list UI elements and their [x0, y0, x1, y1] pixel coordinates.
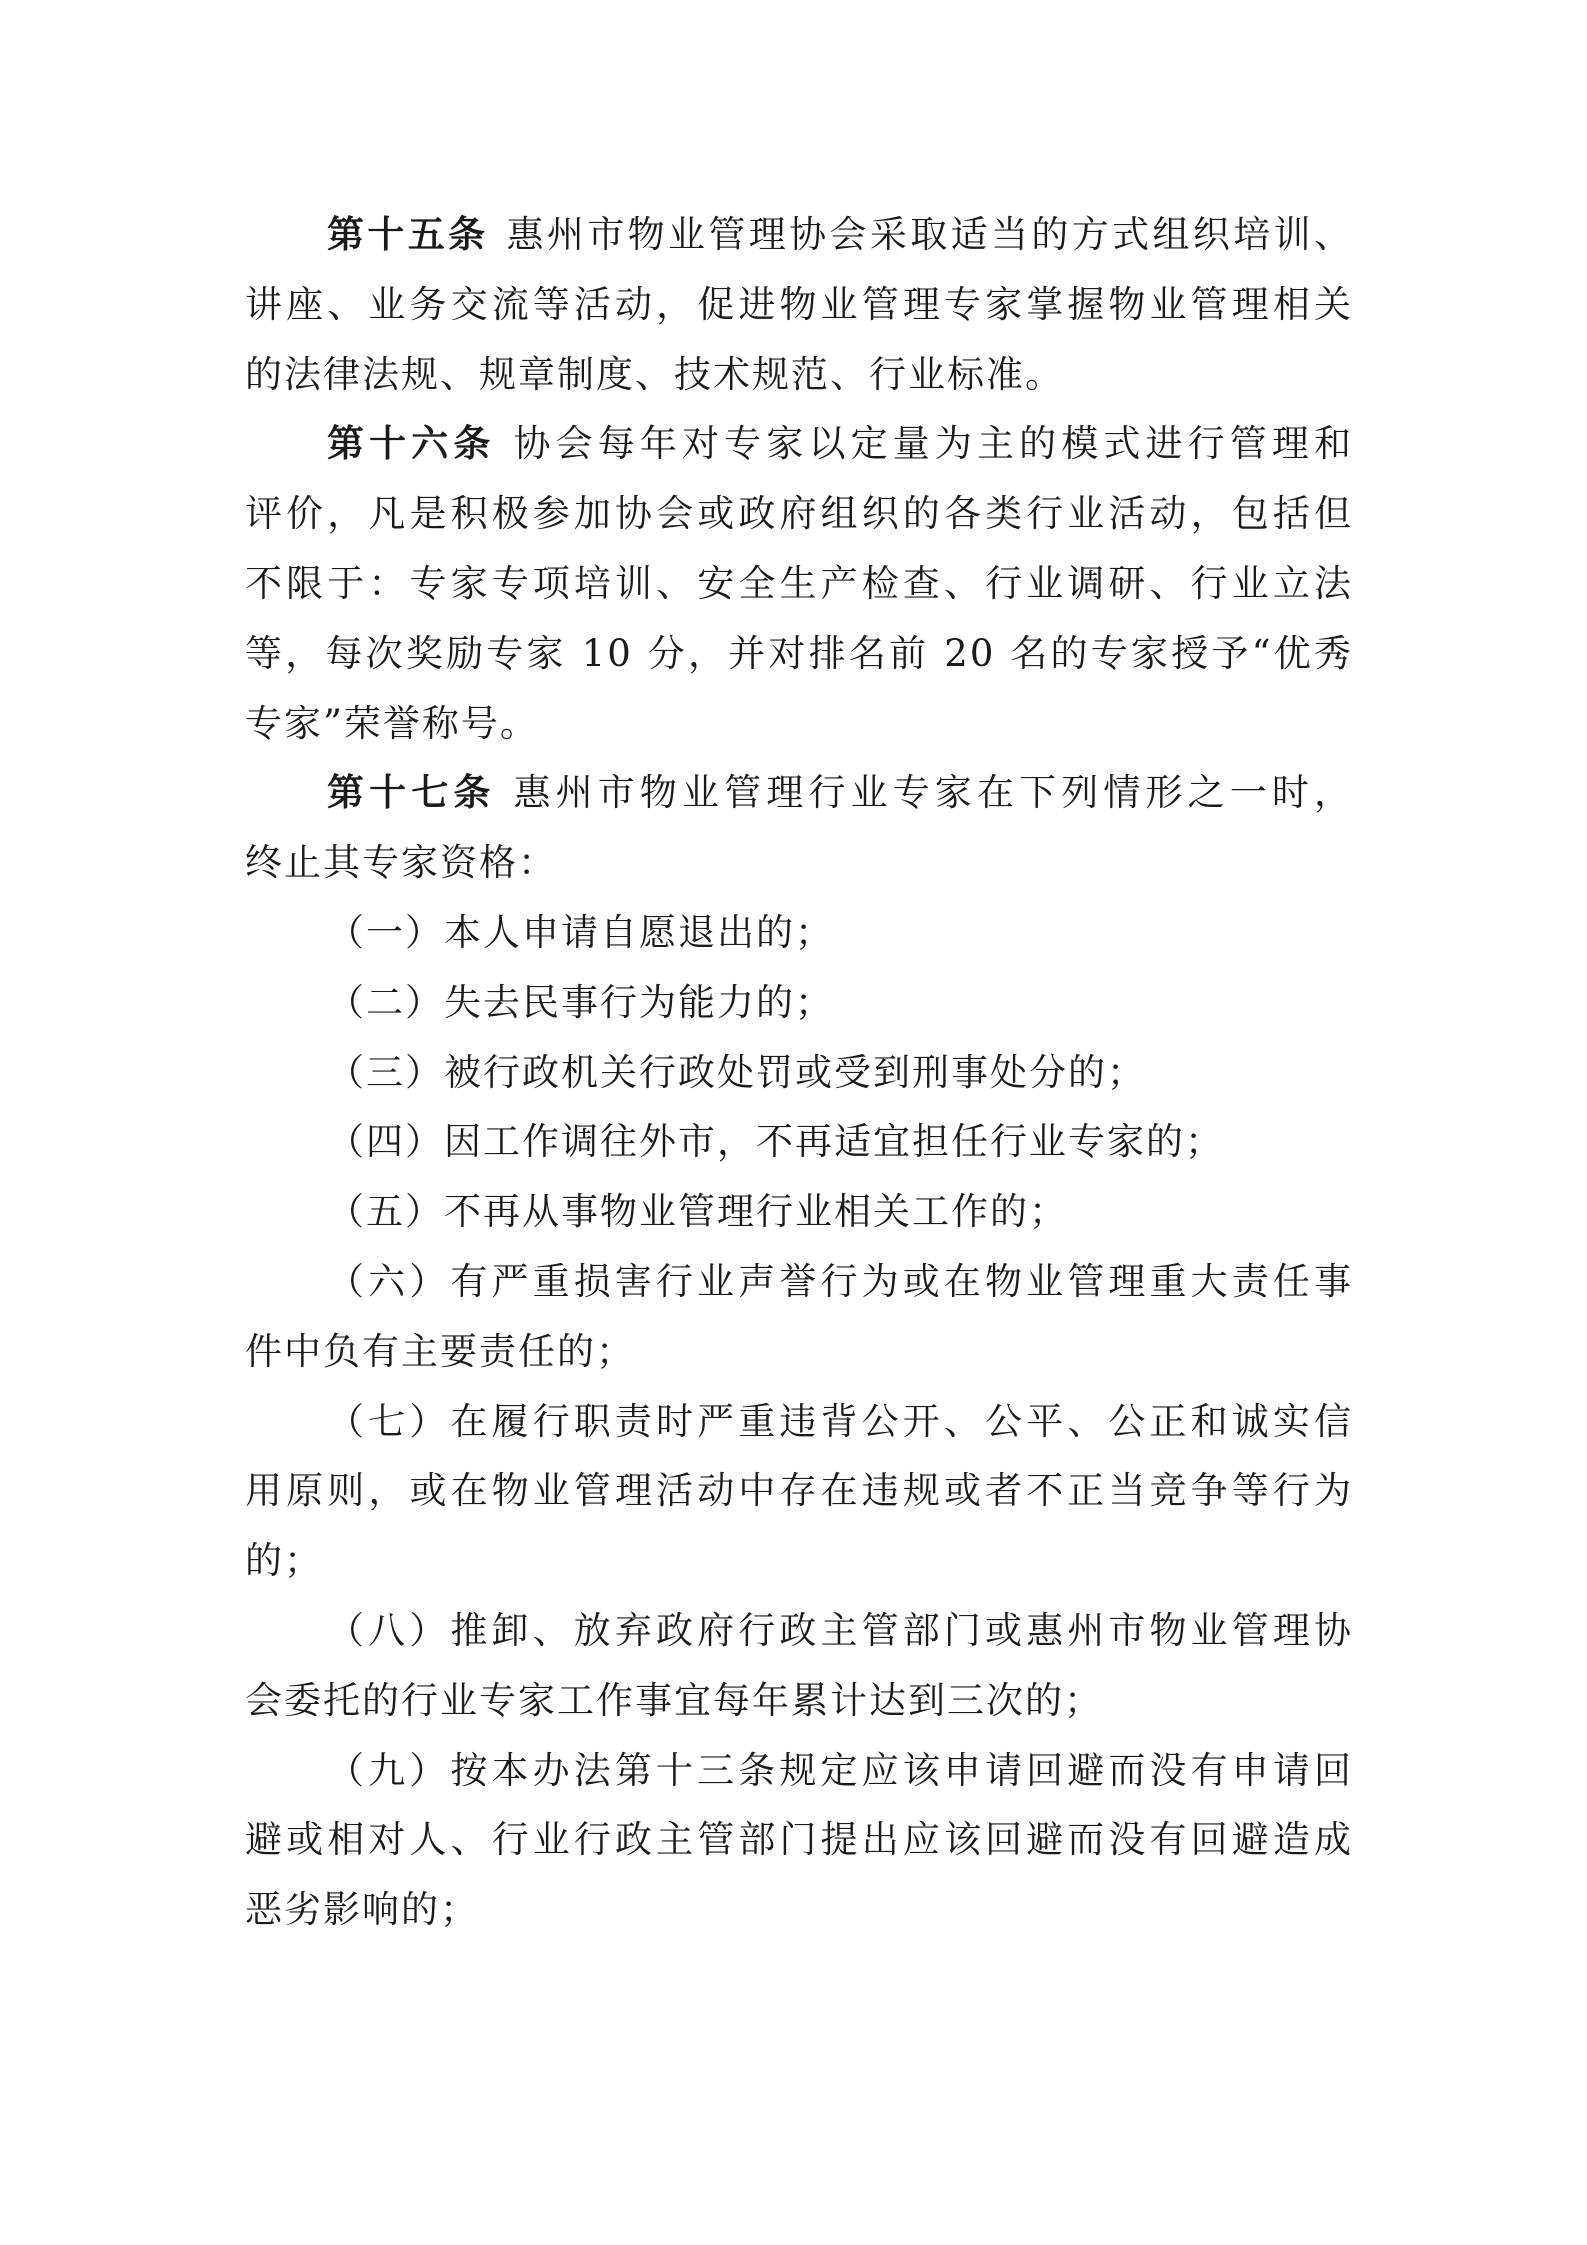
text-line: （二）失去民事行为能力的； [327, 980, 834, 1024]
text-line: 专家”荣誉称号。 [245, 701, 539, 745]
text-line: 会委托的行业专家工作事宜每年累计达到三次的； [245, 1678, 1103, 1722]
text-line: 终止其专家资格： [245, 841, 557, 885]
list-item [245, 1038, 1353, 1108]
text-line: （六）有严重损害行业声誉行为或在物业管理重大责任事 [327, 1259, 1353, 1303]
text-span: 惠州市物业管理行业专家在下列情形之一时， [513, 771, 1353, 815]
text-line: 的； [245, 1539, 323, 1583]
text-line: 件中负有主要责任的； [245, 1329, 635, 1373]
article-label: 第十六条 [327, 421, 496, 466]
article-label: 第十七条 [327, 770, 496, 815]
list-item [245, 968, 1353, 1038]
list-item [245, 1107, 1353, 1177]
text-line: 讲座、业务交流等活动，促进物业管理专家掌握物业管理相关 [245, 282, 1353, 326]
text-line: 避或相对人、行业行政主管部门提出应该回避而没有回避造成 [245, 1818, 1353, 1862]
text-line: （八）推卸、放弃政府行政主管部门或惠州市物业管理协 [327, 1608, 1353, 1652]
list-item [245, 1177, 1353, 1247]
document-body [245, 200, 1353, 1945]
list-item [245, 1387, 1353, 1596]
text-line: （四）因工作调往外市，不再适宜担任行业专家的； [327, 1120, 1224, 1164]
text-line: 评价，凡是积极参加协会或政府组织的各类行业活动，包括但 [245, 492, 1353, 536]
text-line: 不限于：专家专项培训、安全生产检查、行业调研、行业立法 [245, 561, 1353, 605]
paragraph-article-16 [245, 409, 1353, 758]
text-span: 惠州市物业管理协会采取适当的方式组织培训、 [506, 213, 1353, 256]
text-line: （一）本人申请自愿退出的； [327, 910, 834, 954]
text-line: （九）按本办法第十三条规定应该申请回避而没有申请回 [327, 1748, 1353, 1792]
text-line: 用原则，或在物业管理活动中存在违规或者不正当竞争等行为 [245, 1469, 1353, 1513]
paragraph-article-17 [245, 758, 1353, 898]
text-line: （七）在履行职责时严重违背公开、公平、公正和诚实信 [327, 1399, 1353, 1443]
list-item [245, 1736, 1353, 1945]
text-line: 恶劣影响的； [245, 1888, 479, 1932]
text-span: 协会每年对专家以定量为主的模式进行管理和 [513, 422, 1353, 466]
paragraph-article-15 [245, 200, 1353, 409]
list-item [245, 1247, 1353, 1387]
text-line [245, 409, 1353, 479]
article-label: 第十五条 [327, 212, 489, 256]
text-line: （三）被行政机关行政处罚或受到刑事处分的； [327, 1050, 1146, 1094]
text-line: 的法律法规、规章制度、技术规范、行业标准。 [245, 352, 1064, 396]
text-line: 等，每次奖励专家 10 分，并对排名前 20 名的专家授予“优秀 [245, 631, 1353, 675]
list-item [245, 898, 1353, 968]
text-line [245, 200, 1353, 270]
text-line [245, 758, 1353, 828]
list-item [245, 1596, 1353, 1736]
text-line: （五）不再从事物业管理行业相关工作的； [327, 1190, 1068, 1234]
